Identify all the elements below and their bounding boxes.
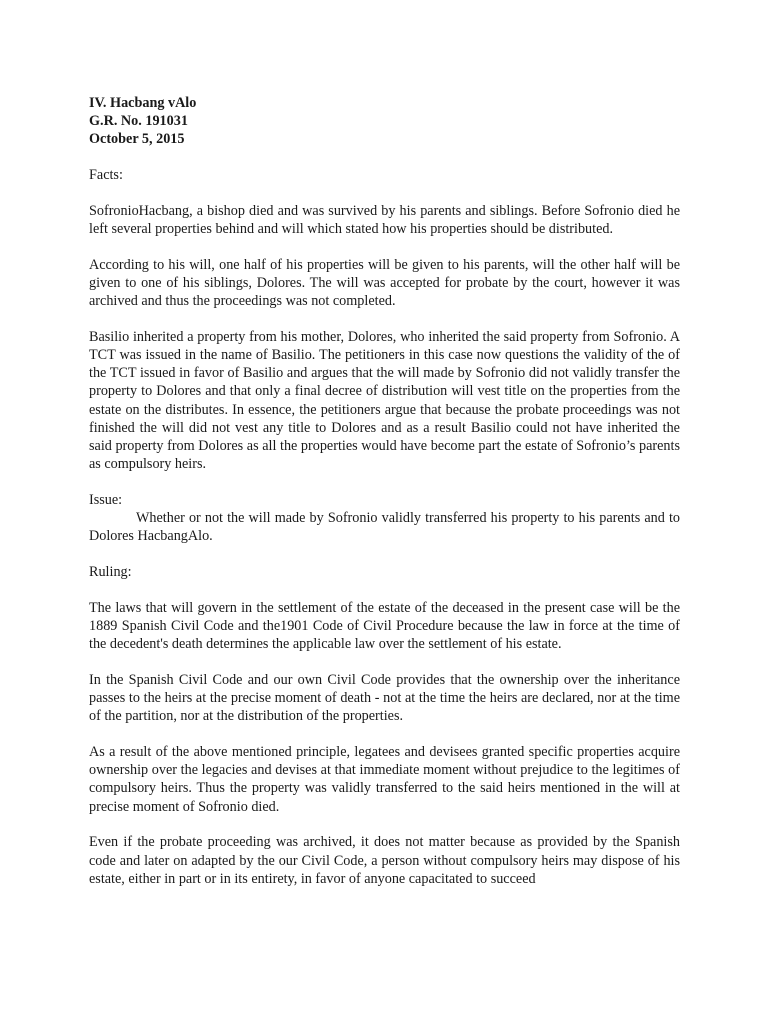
ruling-paragraph-1: The laws that will govern in the settlement of the estate of the deceased in the present case will be the 1889 Spanish Civil Code and the1901 Code of Civil Procedure because the law in force at the time of the decedent's death determines the applicable law over the settlement of his estate. (89, 599, 680, 653)
issue-text: Whether or not the will made by Sofronio validly transferred his property to his parents and to Dolores HacbangAlo. (89, 510, 680, 545)
facts-label: Facts: (89, 167, 123, 184)
facts-paragraph-2: According to his will, one half of his properties will be given to his parents, will the other half will be given to one of his siblings, Dolores. The will was accepted for probate by the court, however it was archived and thus the proceedings was not completed. (89, 256, 680, 310)
ruling-paragraph-3: As a result of the above mentioned principle, legatees and devisees granted specific properties acquire ownership over the legacies and devises at that immediate moment without prejudice to the legitimes of compulsory heirs. Thus the property was validly transferred to the said heirs mentioned in the will at precise moment of Sofronio died. (89, 743, 680, 815)
ruling-paragraph-2: In the Spanish Civil Code and our own Civil Code provides that the ownership over the inheritance passes to the heirs at the precise moment of death - not at the time the heirs are declared, nor at the time of the partition, nor at the distribution of the properties. (89, 671, 680, 725)
decision-date: October 5, 2015 (89, 131, 185, 148)
facts-paragraph-1: SofronioHacbang, a bishop died and was survived by his parents and siblings. Before Sofronio died he left several properties behind and will which stated how his properties should be distributed. (89, 202, 680, 238)
case-title: IV. Hacbang vAlo (89, 95, 197, 111)
ruling-paragraph-4: Even if the probate proceeding was archived, it does not matter because as provided by the Spanish code and later on adapted by the our Civil Code, a person without compulsory heirs may dispose of his estate, either in part or in its entirety, in favor of anyone capacitated to succeed (89, 834, 680, 887)
issue-label: Issue: (89, 491, 123, 508)
ruling-label: Ruling: (89, 564, 132, 581)
facts-paragraph-3: Basilio inherited a property from his mother, Dolores, who inherited the said property from Sofronio. A TCT was issued in the name of Basilio. The petitioners in this case now questions the validity of the of the TCT issued in favor of Basilio and argues that the will made by Sofronio did not validly transfer the property to Dolores and that only a final decree of distribution will vest title on the properties from the estate on the distributes. In essence, the petitioners argue that because the probate proceedings was not finished the will did not vest any title to Dolores and as a result Basilio could not have inherited the said property from Dolores as all the properties would have become part the estate of Sofronio’s parents as compulsory heirs. (89, 328, 680, 473)
gr-number: G.R. No. 191031 (89, 113, 188, 130)
